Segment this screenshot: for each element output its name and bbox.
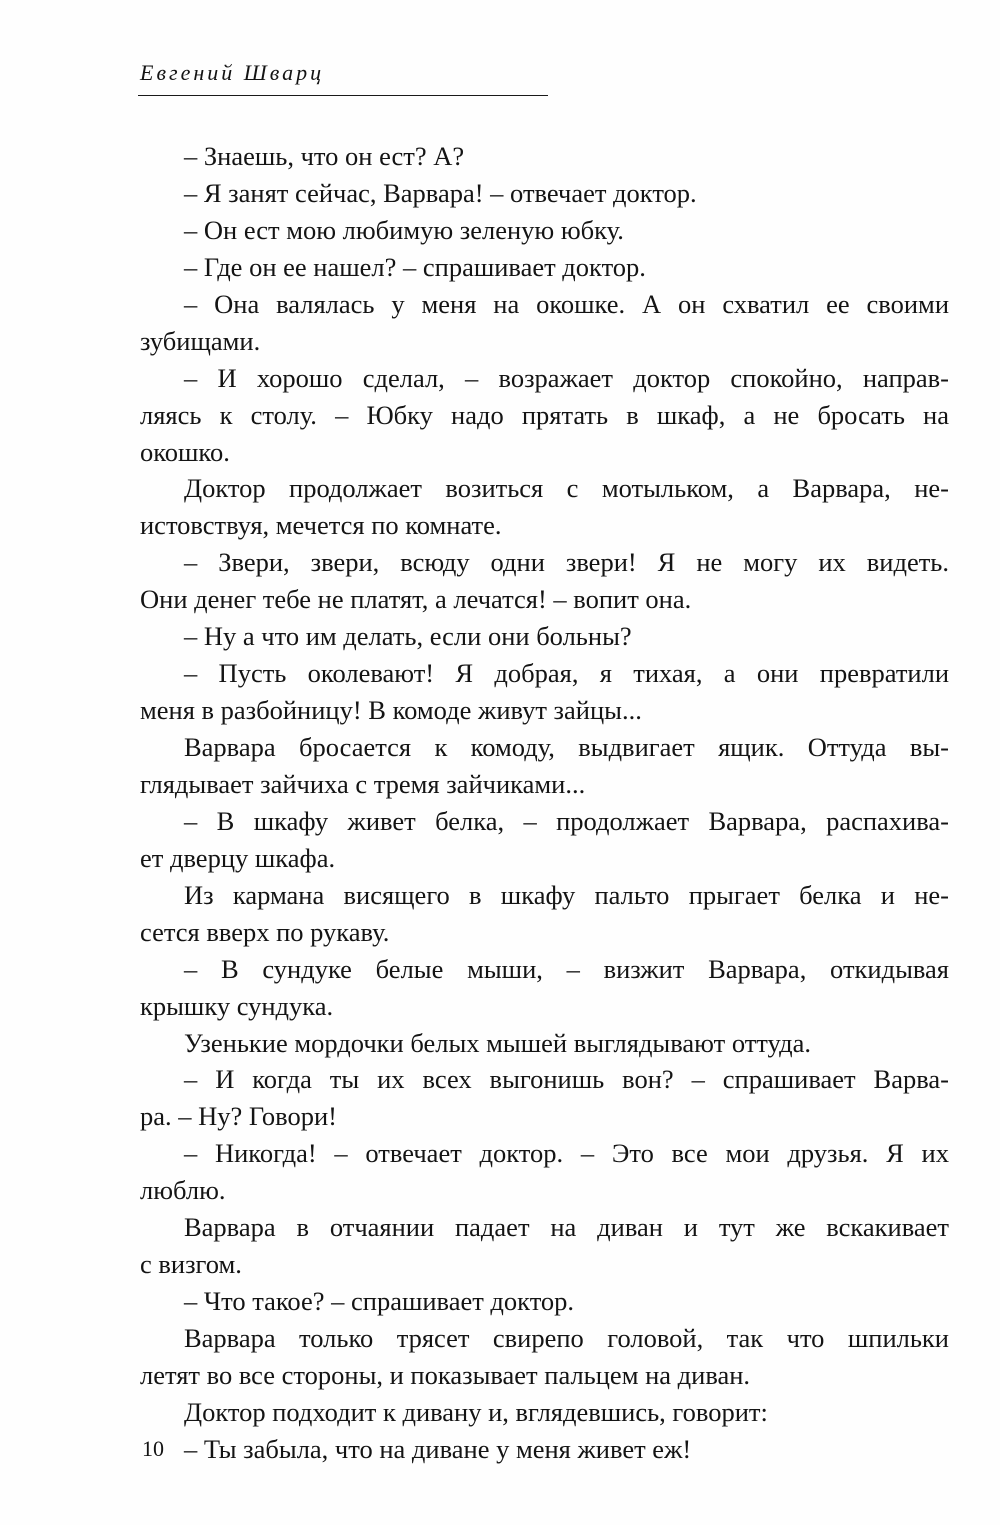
text-line: – Она валялась у меня на окошке. А он схватил ее своими bbox=[184, 288, 949, 319]
text-line: сется вверх по рукаву. bbox=[140, 916, 390, 947]
text-line: люблю. bbox=[140, 1175, 226, 1206]
text-line: зубищами. bbox=[140, 325, 261, 356]
text-line: – Ну а что им делать, если они больны? bbox=[184, 621, 632, 652]
text-line: – И хорошо сделал, – возражает доктор спокойно, направ- bbox=[184, 362, 949, 393]
text-line: Узенькие мордочки белых мышей выглядывают оттуда. bbox=[184, 1027, 811, 1058]
text-line: Доктор подходит к дивану и, вглядевшись, говорит: bbox=[184, 1396, 768, 1427]
text-line: – Я занят сейчас, Варвара! – отвечает доктор. bbox=[184, 177, 697, 208]
text-line: окошко. bbox=[140, 436, 230, 467]
text-line: Доктор продолжает возиться с мотыльком, а Варвара, не- bbox=[184, 473, 949, 504]
text-line: – Ты забыла, что на диване у меня живет еж! bbox=[184, 1433, 692, 1464]
text-line: Варвара в отчаянии падает на диван и тут же вскакивает bbox=[184, 1212, 949, 1243]
text-line: – В сундуке белые мыши, – визжит Варвара, откидывая bbox=[184, 953, 949, 984]
text-line: Они денег тебе не платят, а лечатся! – вопит она. bbox=[140, 584, 692, 615]
text-line: Варвара бросается к комоду, выдвигает ящик. Оттуда вы- bbox=[184, 732, 949, 762]
text-line: – В шкафу живет белка, – продолжает Варвара, распахива- bbox=[184, 805, 949, 836]
text-line: крышку сундука. bbox=[140, 990, 334, 1021]
text-line: ра. – Ну? Говори! bbox=[140, 1101, 337, 1132]
author-name: Евгений Шварц bbox=[140, 60, 325, 85]
text-line: ет дверцу шкафа. bbox=[140, 842, 336, 873]
text-line: – Пусть околевают! Я добрая, я тихая, а они превратили bbox=[184, 658, 949, 689]
text-line: глядывает зайчиха с тремя зайчиками... bbox=[140, 768, 586, 799]
text-line: – Никогда! – отвечает доктор. – Это все мои друзья. Я их bbox=[184, 1138, 949, 1169]
body-text bbox=[140, 138, 949, 1468]
text-line: – Звери, звери, всюду одни звери! Я не могу их видеть. bbox=[184, 547, 949, 578]
text-line: – Он ест мою любимую зеленую юбку. bbox=[184, 214, 624, 245]
page-number: 10 bbox=[142, 1436, 164, 1461]
text-line: – Знаешь, что он ест? А? bbox=[184, 141, 465, 171]
text-line: Варвара только трясет свирепо головой, так что шпильки bbox=[184, 1323, 949, 1353]
text-line: летят во все стороны, и показывает пальцем на диван. bbox=[140, 1359, 751, 1390]
running-head bbox=[138, 52, 548, 102]
text-line: ляясь к столу. – Юбку надо прятать в шкаф, а не бросать на bbox=[140, 399, 949, 430]
header-rule bbox=[138, 95, 548, 96]
text-line: – И когда ты их всех выгонишь вон? – спрашивает Варва- bbox=[184, 1064, 949, 1095]
text-line: с визгом. bbox=[140, 1249, 242, 1280]
text-line: – Где он ее нашел? – спрашивает доктор. bbox=[184, 251, 646, 282]
text-line: Из кармана висящего в шкафу пальто прыгает белка и не- bbox=[184, 879, 949, 910]
text-line: истовствуя, мечется по комнате. bbox=[140, 510, 502, 541]
text-line: меня в разбойницу! В комоде живут зайцы... bbox=[140, 695, 642, 726]
text-line: – Что такое? – спрашивает доктор. bbox=[184, 1286, 575, 1317]
